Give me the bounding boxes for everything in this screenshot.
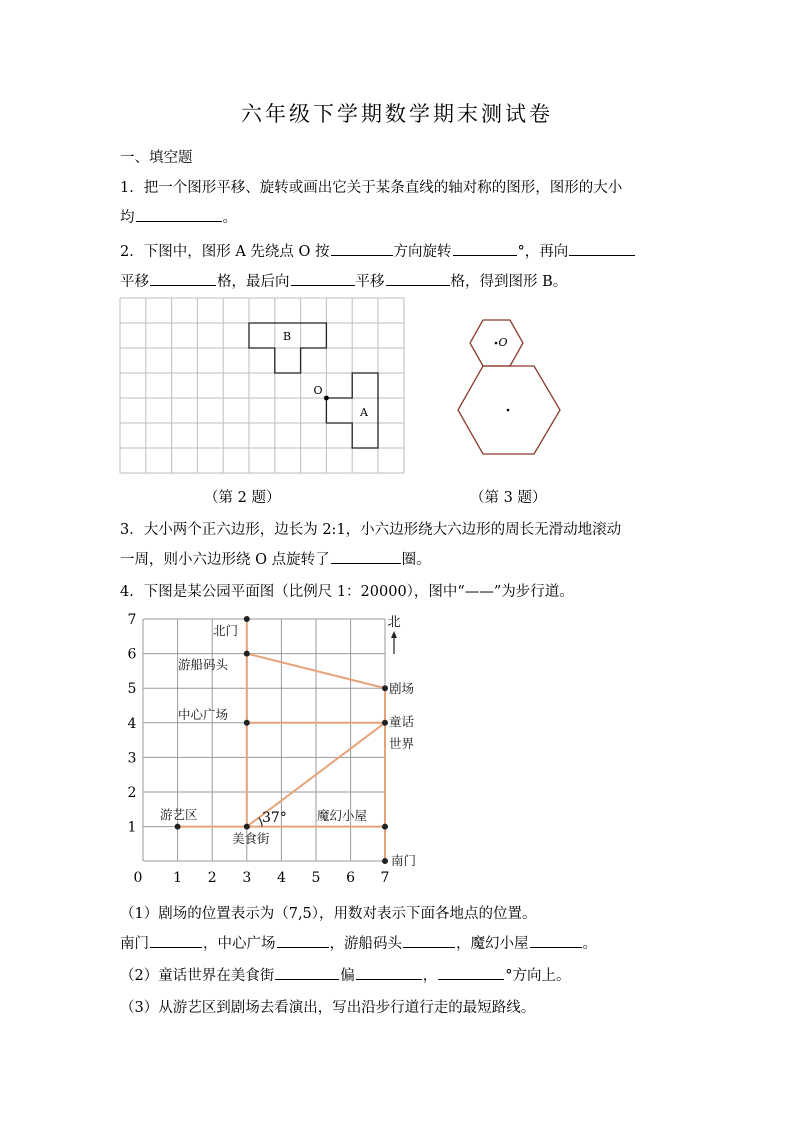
- label-north-gate: 北门: [213, 623, 239, 638]
- point-o: [324, 396, 329, 401]
- page-title: 六年级下学期数学期末测试卷: [241, 102, 553, 126]
- north-arrow-icon: [391, 631, 397, 638]
- label-boat-dock: 游船码头: [178, 657, 229, 672]
- q3-suffix: 圈。: [401, 552, 431, 568]
- sub2-blank-degree[interactable]: [438, 965, 504, 980]
- point-magic-house: [382, 824, 388, 830]
- q1-prefix: 均: [120, 210, 135, 226]
- label-center-square: 中心广场: [178, 707, 229, 722]
- label-food-street: 美食街: [232, 831, 270, 846]
- figure-2-grid: [118, 296, 408, 474]
- angle-label: 37°: [262, 810, 287, 826]
- y-tick-3: 3: [127, 750, 137, 767]
- x-tick-7: 7: [380, 870, 390, 886]
- x-tick-2: 2: [207, 870, 217, 886]
- label-theater: 剧场: [389, 681, 415, 696]
- x-tick-5: 5: [311, 870, 321, 886]
- x-tick-6: 6: [346, 870, 356, 886]
- point-fairy-world: [382, 720, 388, 726]
- sub2-text-3: ，: [422, 968, 438, 984]
- point-amusement: [175, 824, 181, 830]
- blank-south-gate[interactable]: [150, 933, 202, 948]
- q2-text-3: °，再向: [517, 244, 569, 260]
- x-tick-4: 4: [276, 870, 286, 886]
- q1-line1: 1．把一个图形平移、旋转或画出它关于某条直线的轴对称的图形，图形的大小: [120, 180, 623, 196]
- label-amusement: 游艺区: [160, 807, 198, 822]
- q1-line2: [120, 206, 237, 227]
- q2-blank-grid1[interactable]: [150, 271, 216, 286]
- figure-2-caption: （第 2 题）: [204, 490, 281, 506]
- x-tick-1: 1: [173, 870, 183, 886]
- shape-a-label: A: [360, 406, 368, 419]
- small-hexagon-o-label: O: [498, 336, 508, 349]
- q2-blank-dir3[interactable]: [291, 271, 355, 286]
- q3-line1: 3．大小两个正六边形，边长为 2:1，小六边形绕大六边形的周长无滑动地滚动: [120, 522, 622, 538]
- sub2-blank-direction2[interactable]: [356, 965, 422, 980]
- x-axis-ticks: [134, 870, 390, 886]
- q2-blank-degree[interactable]: [453, 241, 517, 256]
- y-tick-2: 2: [127, 785, 137, 801]
- park-map: [110, 606, 440, 890]
- q2-text-4: 平移: [120, 274, 149, 290]
- point-theater: [382, 685, 388, 691]
- section-heading: 一、填空题: [120, 150, 193, 166]
- y-tick-1: 1: [127, 819, 137, 836]
- q3-blank[interactable]: [331, 549, 401, 564]
- blank-magic-house[interactable]: [530, 933, 582, 948]
- figure-3-hexagons: [450, 316, 570, 458]
- label-fairy-world-2: 世界: [389, 736, 415, 751]
- sub2-text-4: °方向上。: [505, 968, 571, 984]
- q2-text-1: 2．下图中，图形 A 先绕点 O 按: [120, 244, 330, 260]
- sub3-line: （3）从游艺区到剧场去看演出，写出沿步行道行走的最短路线。: [120, 1000, 536, 1016]
- q1-blank[interactable]: [136, 207, 222, 222]
- north-label: 北: [387, 615, 401, 630]
- point-north-gate: [244, 616, 250, 622]
- shape-b-label: B: [282, 330, 292, 343]
- q2-blank-direction[interactable]: [331, 241, 393, 256]
- sub1-text-d: ，魔幻小屋: [456, 936, 529, 952]
- x-tick-3: 3: [242, 870, 252, 886]
- q2-line1: [120, 240, 636, 261]
- sub1-line1: （1）剧场的位置表示为（7,5），用数对表示下面各地点的位置。: [120, 906, 537, 922]
- small-hexagon-center: [495, 342, 498, 345]
- y-tick-4: 4: [127, 715, 137, 732]
- q2-blank-grid2[interactable]: [386, 271, 450, 286]
- y-axis-ticks: [128, 612, 137, 836]
- sub2-text-1: （2）童话世界在美食街: [120, 968, 275, 984]
- blank-boat-dock[interactable]: [403, 933, 455, 948]
- label-magic-house: 魔幻小屋: [317, 808, 368, 823]
- sub1-text-b: ，中心广场: [203, 936, 276, 952]
- q2-text-5: 格，最后向: [217, 274, 290, 290]
- sub1-text-e: 。: [582, 936, 597, 952]
- q2-blank-dir2[interactable]: [569, 241, 635, 256]
- y-tick-7: 7: [127, 612, 137, 628]
- y-tick-6: 6: [127, 646, 137, 663]
- blank-center-square[interactable]: [277, 933, 329, 948]
- sub1-text-a: 南门: [120, 936, 149, 952]
- large-hexagon-center: [507, 409, 510, 412]
- q4-line1: 4．下图是某公园平面图（比例尺 1：20000），图中“——”为步行道。: [120, 584, 574, 600]
- figure-3-caption: （第 3 题）: [470, 490, 547, 506]
- sub1-line2: [120, 932, 597, 953]
- point-south-gate: [382, 858, 388, 864]
- q1-suffix: 。: [222, 210, 237, 226]
- q3-prefix: 一周，则小六边形绕 O 点旋转了: [120, 552, 330, 568]
- q2-text-7: 格，得到图形 B。: [450, 274, 568, 290]
- sub2-text-2: 偏: [340, 968, 355, 984]
- q2-text-2: 方向旋转: [393, 244, 452, 260]
- sub1-text-c: ，游船码头: [329, 936, 402, 952]
- y-tick-5: 5: [127, 681, 137, 698]
- sub2-blank-direction1[interactable]: [275, 965, 339, 980]
- q2-text-6: 平移: [355, 274, 385, 290]
- point-center-square: [244, 720, 250, 726]
- point-food-street: [244, 824, 250, 830]
- x-tick-0: 0: [133, 870, 143, 886]
- q3-line2: [120, 548, 431, 569]
- point-boat-dock: [244, 651, 250, 657]
- label-fairy-world-1: 童话: [389, 714, 415, 729]
- point-o-label: O: [313, 384, 323, 397]
- sub2-line: [120, 964, 570, 985]
- q2-line2: [120, 270, 567, 291]
- label-south-gate: 南门: [391, 853, 417, 868]
